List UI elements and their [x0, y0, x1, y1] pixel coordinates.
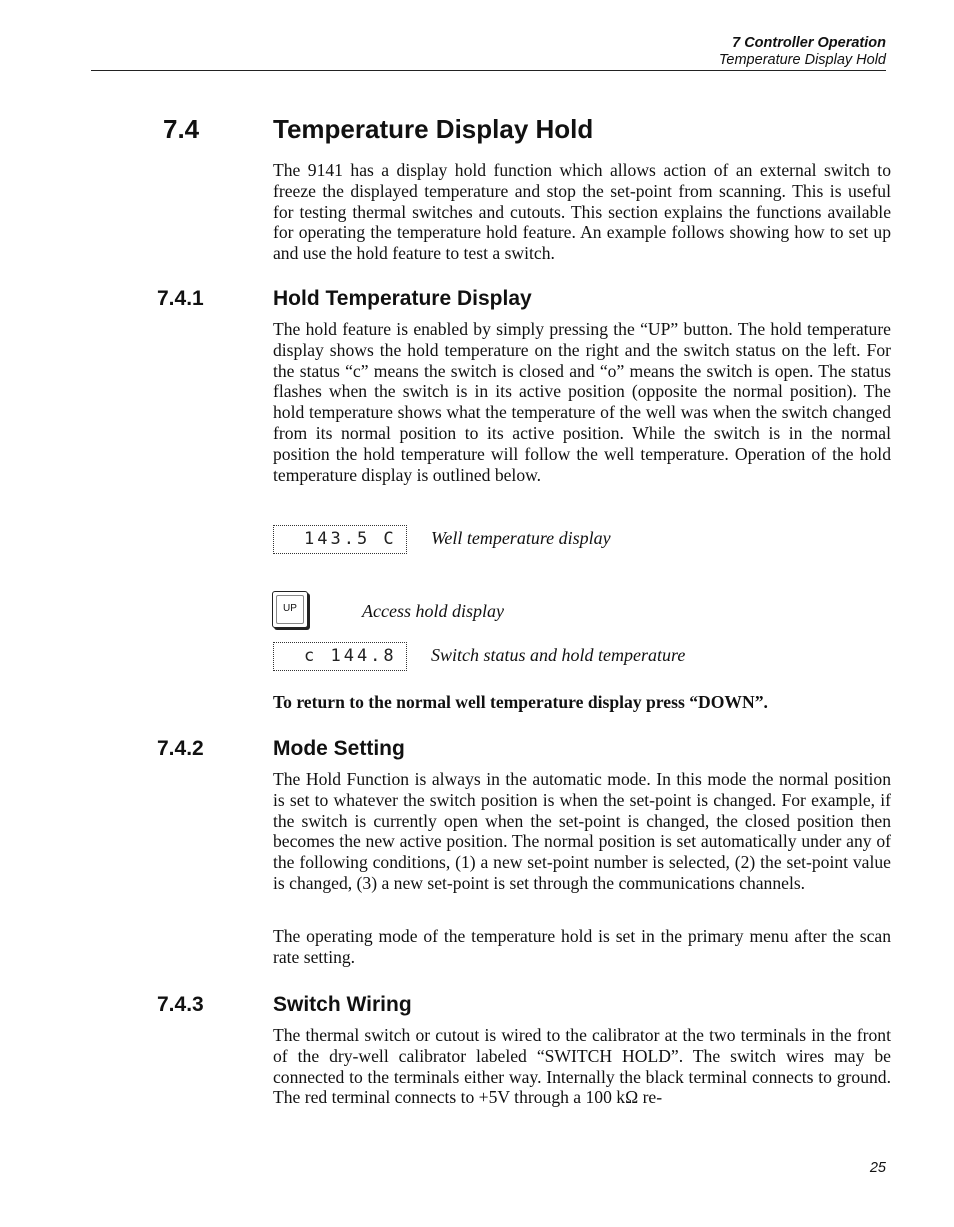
- hold-temperature-lcd: c 144.8: [273, 642, 407, 671]
- section-7-4-body: The 9141 has a display hold function which allows action of an external switch to freeze the displayed temperature and stop the set-point from scanning. This is useful for testing thermal switches and cutouts. This section explains the functions available for operating the temperature hold feature. An example follows showing how to set up and use the hold feature to test a switch.: [273, 160, 891, 264]
- page-number: 25: [869, 1160, 886, 1176]
- caption-switch-status: Switch status and hold temperature: [431, 645, 686, 665]
- section-7-4-number: 7.4: [163, 114, 200, 144]
- return-note: To return to the normal well temperature display press “DOWN”.: [273, 692, 768, 712]
- up-button-face: [276, 595, 304, 624]
- well-temperature-lcd: 143.5 C: [273, 525, 407, 554]
- header-chapter: 7 Controller Operation: [732, 35, 886, 51]
- caption-access-hold: Access hold display: [362, 601, 504, 621]
- header-section: Temperature Display Hold: [718, 52, 886, 68]
- section-7-4-2-body-2: The operating mode of the temperature hold is set in the primary menu after the scan rate setting.: [273, 926, 891, 967]
- section-7-4-2-body-1: The Hold Function is always in the automatic mode. In this mode the normal position is set to whatever the switch position is when the set-point is changed. For example, if the switch is currently open when the set-point is changed, the closed position then becomes the new active position. The normal position is set automatically under any of the following conditions, (1) a new set-point number is selected, (2) the set-point value is changed, (3) a new set-point is set through the communications channels.: [273, 769, 891, 893]
- section-7-4-title: Temperature Display Hold: [273, 114, 594, 144]
- section-7-4-2-number: 7.4.2: [157, 737, 204, 760]
- section-7-4-1-title: Hold Temperature Display: [273, 287, 532, 310]
- section-7-4-3-body: The thermal switch or cutout is wired to the calibrator at the two terminals in the front of the dry-well calibrator labeled “SWITCH HOLD”. The switch wires may be connected to the terminals either way. Internally the black terminal connects to ground. The red terminal connects to +5V through a 100 kΩ re-: [273, 1025, 891, 1108]
- running-header: [719, 35, 886, 69]
- section-7-4-3-number: 7.4.3: [157, 993, 204, 1016]
- caption-well-temperature: Well temperature display: [431, 528, 611, 548]
- section-7-4-3-title: Switch Wiring: [273, 993, 412, 1016]
- up-button[interactable]: [272, 591, 308, 628]
- header-rule: [91, 70, 886, 71]
- section-7-4-1-number: 7.4.1: [157, 287, 204, 310]
- up-button-label: UP: [283, 603, 297, 614]
- section-7-4-1-body: The hold feature is enabled by simply pressing the “UP” button. The hold temperature display shows the hold temperature on the right and the switch status on the left. For the status “c” means the switch is closed and “o” means the switch is open. The status flashes when the switch is in its active position (opposite the normal position). The hold temperature shows what the temperature of the well was when the switch changed from its normal position to its active position. While the switch is in the normal position the hold temperature will follow the well temperature. Operation of the hold temperature display is outlined below.: [273, 319, 891, 485]
- section-7-4-2-title: Mode Setting: [273, 737, 405, 760]
